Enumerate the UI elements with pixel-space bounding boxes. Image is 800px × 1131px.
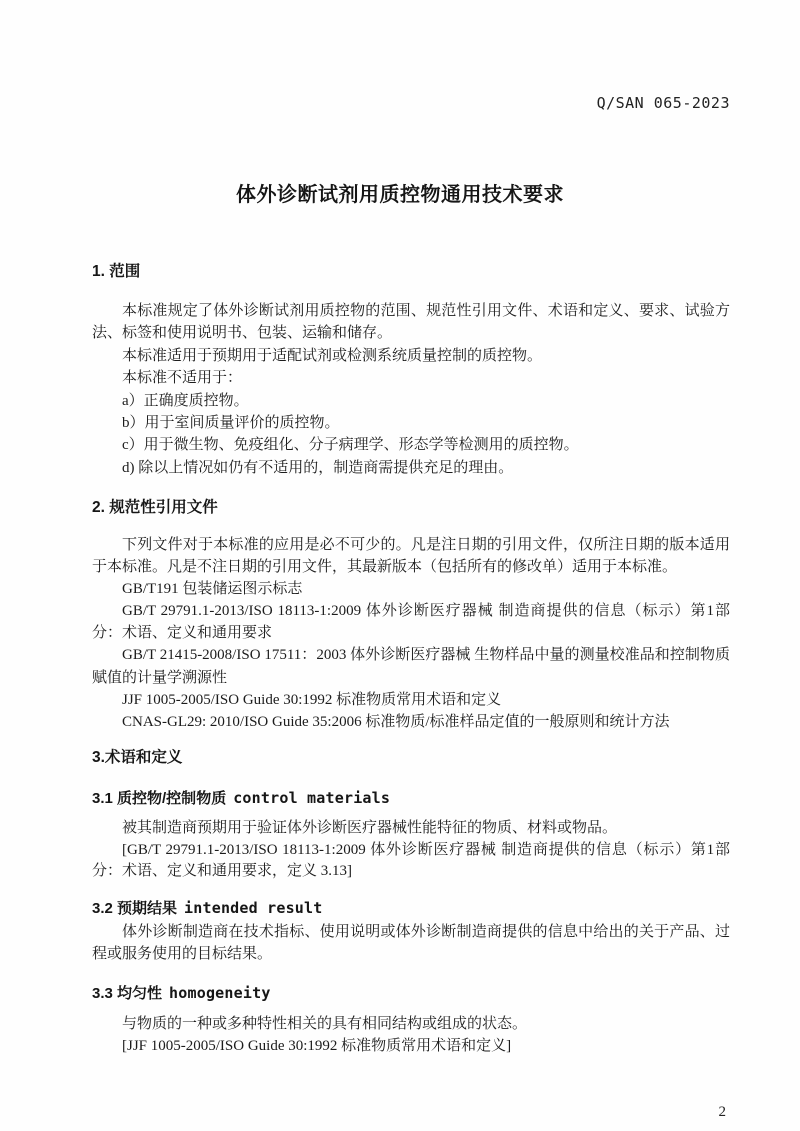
scope-exclusion-item-a: a）正确度质控物。 [122,392,249,409]
term-1-definition: 被其制造商预期用于验证体外诊断医疗器械性能特征的物质、材料或物品。 [122,820,618,836]
term-2-heading [92,897,730,920]
term-1-source: [GB/T 29791.1-2013/ISO 18113-1:2009 体外诊断医疗器械 制造商提供的信息（标示）第1部分：术语、定义和通用要求，定义 3.13] [92,841,730,880]
reference-entry: JJF 1005-2005/ISO Guide 30:1992 标准物质常用术语和定义 [122,691,502,708]
section-1-body [92,300,730,479]
term-1-heading-en: control materials [233,789,391,807]
term-2-heading-en: intended result [184,899,323,917]
section-2-heading: 2. 规范性引用文件 [92,499,218,516]
reference-entry: GB/T 21415-2008/ISO 17511：2003 体外诊断医疗器械 生物样品中量的测量校准品和控制物质赋值的计量学溯源性 [92,647,730,686]
term-3-heading [92,982,730,1005]
term-1-body [92,818,730,883]
section-2-body [92,534,730,733]
term-1-heading [92,787,730,810]
term-3-heading-en: homogeneity [169,984,271,1002]
term-3-body [92,1013,730,1057]
term-2-body [92,921,730,965]
scope-paragraph-2: 本标准适用于预期用于适配试剂或检测系统质量控制的质控物。 [122,347,543,364]
reference-entry: GB/T 29791.1-2013/ISO 18113-1:2009 体外诊断医疗器械 制造商提供的信息（标示）第1部分：术语、定义和通用要求 [92,603,730,642]
reference-entry: GB/T191 包装储运图示标志 [122,581,303,598]
section-3-heading: 3.术语和定义 [92,749,183,766]
scope-exclusion-item-c: c）用于微生物、免疫组化、分子病理学、形态学等检测用的质控物。 [122,437,579,454]
term-3-heading-zh: 3.3 均匀性 [92,985,163,1002]
term-3-definition: 与物质的一种或多种特性相关的具有相同结构或组成的状态。 [122,1016,528,1032]
scope-exclusion-item-d: d) 除以上情况如仍有不适用的，制造商需提供充足的理由。 [122,459,514,476]
scope-paragraph-3: 本标准不适用于： [122,370,243,387]
reference-entry: CNAS-GL29: 2010/ISO Guide 35:2006 标准物质/标准样品定值的一般原则和统计方法 [122,713,670,730]
scope-paragraph-1: 本标准规定了体外诊断试剂用质控物的范围、规范性引用文件、术语和定义、要求、试验方法、标签和使用说明书、包装、运输和储存。 [92,303,730,342]
standard-number: Q/SAN 065-2023 [596,94,730,112]
term-2-heading-zh: 3.2 预期结果 [92,900,178,917]
section-1-heading: 1. 范围 [92,263,141,280]
term-3-source: [JJF 1005-2005/ISO Guide 30:1992 标准物质常用术语和定义] [122,1038,512,1054]
term-2-definition: 体外诊断制造商在技术指标、使用说明或体外诊断制造商提供的信息中给出的关于产品、过程或服务使用的目标结果。 [92,924,730,962]
references-intro-paragraph: 下列文件对于本标准的应用是必不可少的。凡是注日期的引用文件，仅所注日期的版本适用于本标准。凡是不注日期的引用文件，其最新版本（包括所有的修改单）适用于本标准。 [92,537,730,576]
page-number: 2 [718,1104,726,1120]
scope-exclusion-item-b: b）用于室间质量评价的质控物。 [122,415,340,432]
document-title: 体外诊断试剂用质控物通用技术要求 [236,184,564,206]
term-1-heading-zh: 3.1 质控物/控制物质 [92,790,227,807]
